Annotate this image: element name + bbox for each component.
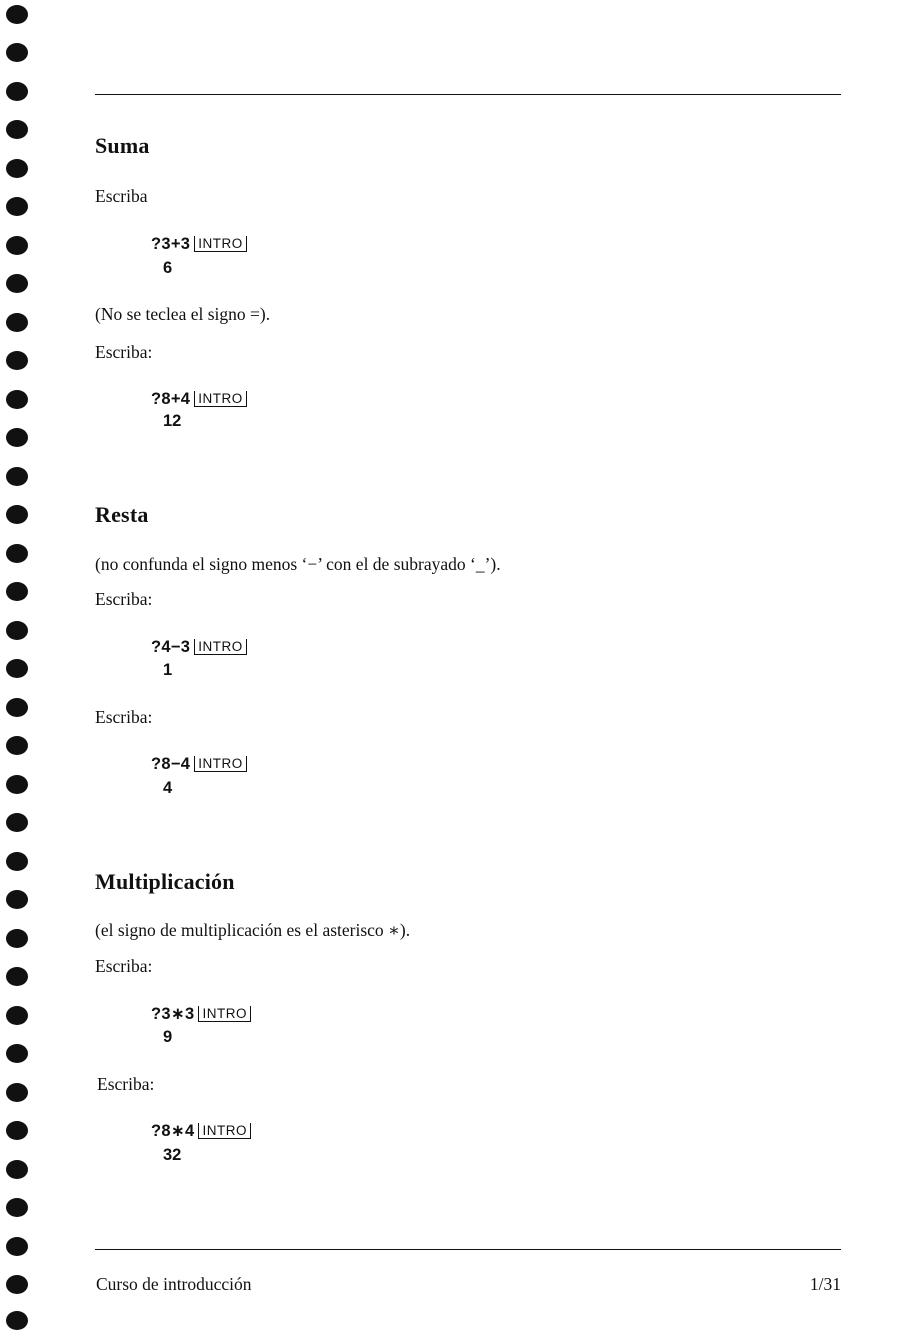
command-output: 4 bbox=[163, 779, 173, 797]
instruction-text: Escriba: bbox=[95, 707, 153, 727]
punch-hole-icon bbox=[6, 43, 28, 62]
punch-hole-icon bbox=[6, 813, 28, 832]
punch-hole-icon bbox=[6, 1311, 28, 1330]
punch-hole-icon bbox=[6, 120, 28, 139]
top-rule bbox=[95, 94, 841, 95]
command-input: ?8+4 bbox=[151, 390, 191, 408]
punch-hole-icon bbox=[6, 967, 28, 986]
punch-hole-icon bbox=[6, 621, 28, 640]
punch-hole-icon bbox=[6, 659, 28, 678]
punch-hole-icon bbox=[6, 505, 28, 524]
punch-hole-icon bbox=[6, 313, 28, 332]
punch-hole-icon bbox=[6, 1006, 28, 1025]
punch-hole-icon bbox=[6, 890, 28, 909]
command-output: 32 bbox=[163, 1146, 182, 1164]
command-line bbox=[151, 1121, 251, 1141]
punch-holes bbox=[6, 0, 32, 1334]
punch-hole-icon bbox=[6, 698, 28, 717]
punch-hole-icon bbox=[6, 929, 28, 948]
command-input: ?8∗4 bbox=[151, 1122, 195, 1140]
section-title-multiplicacion: Multiplicación bbox=[95, 869, 235, 894]
punch-hole-icon bbox=[6, 467, 28, 486]
punch-hole-icon bbox=[6, 544, 28, 563]
punch-hole-icon bbox=[6, 1160, 28, 1179]
command-line bbox=[151, 754, 247, 774]
command-line bbox=[151, 234, 247, 254]
intro-key: INTRO bbox=[194, 639, 247, 655]
intro-key: INTRO bbox=[198, 1123, 251, 1139]
punch-hole-icon bbox=[6, 351, 28, 370]
command-output: 6 bbox=[163, 259, 173, 277]
note-text: (no confunda el signo menos ‘−’ con el de subrayado ‘_’). bbox=[95, 554, 501, 574]
punch-hole-icon bbox=[6, 390, 28, 409]
note-text: (el signo de multiplicación es el asterisco ∗). bbox=[95, 920, 411, 940]
punch-hole-icon bbox=[6, 1237, 28, 1256]
command-line bbox=[151, 1004, 251, 1024]
command-input: ?3∗3 bbox=[151, 1005, 195, 1023]
punch-hole-icon bbox=[6, 736, 28, 755]
punch-hole-icon bbox=[6, 1044, 28, 1063]
punch-hole-icon bbox=[6, 428, 28, 447]
command-input: ?3+3 bbox=[151, 235, 191, 253]
command-output: 1 bbox=[163, 661, 173, 679]
punch-hole-icon bbox=[6, 1121, 28, 1140]
instruction-text: Escriba: bbox=[97, 1074, 155, 1094]
intro-key: INTRO bbox=[198, 1006, 251, 1022]
punch-hole-icon bbox=[6, 775, 28, 794]
footer-title: Curso de introducción bbox=[96, 1274, 252, 1294]
page-number: 1/31 bbox=[809, 1274, 841, 1294]
section-title-suma: Suma bbox=[95, 133, 150, 158]
punch-hole-icon bbox=[6, 197, 28, 216]
bottom-rule bbox=[95, 1249, 841, 1250]
punch-hole-icon bbox=[6, 274, 28, 293]
intro-key: INTRO bbox=[194, 236, 247, 252]
command-output: 9 bbox=[163, 1028, 173, 1046]
intro-key: INTRO bbox=[194, 756, 247, 772]
instruction-text: Escriba: bbox=[95, 956, 153, 976]
instruction-text: Escriba: bbox=[95, 342, 153, 362]
punch-hole-icon bbox=[6, 159, 28, 178]
command-output: 12 bbox=[163, 412, 182, 430]
punch-hole-icon bbox=[6, 82, 28, 101]
punch-hole-icon bbox=[6, 852, 28, 871]
command-input: ?4−3 bbox=[151, 638, 191, 656]
punch-hole-icon bbox=[6, 1083, 28, 1102]
intro-key: INTRO bbox=[194, 391, 247, 407]
command-input: ?8−4 bbox=[151, 755, 191, 773]
instruction-text: Escriba bbox=[95, 186, 148, 206]
command-line bbox=[151, 389, 247, 409]
punch-hole-icon bbox=[6, 582, 28, 601]
punch-hole-icon bbox=[6, 5, 28, 24]
instruction-text: Escriba: bbox=[95, 589, 153, 609]
section-title-resta: Resta bbox=[95, 502, 149, 527]
command-line bbox=[151, 637, 247, 657]
punch-hole-icon bbox=[6, 1198, 28, 1217]
punch-hole-icon bbox=[6, 236, 28, 255]
punch-hole-icon bbox=[6, 1275, 28, 1294]
note-text: (No se teclea el signo =). bbox=[95, 304, 271, 324]
